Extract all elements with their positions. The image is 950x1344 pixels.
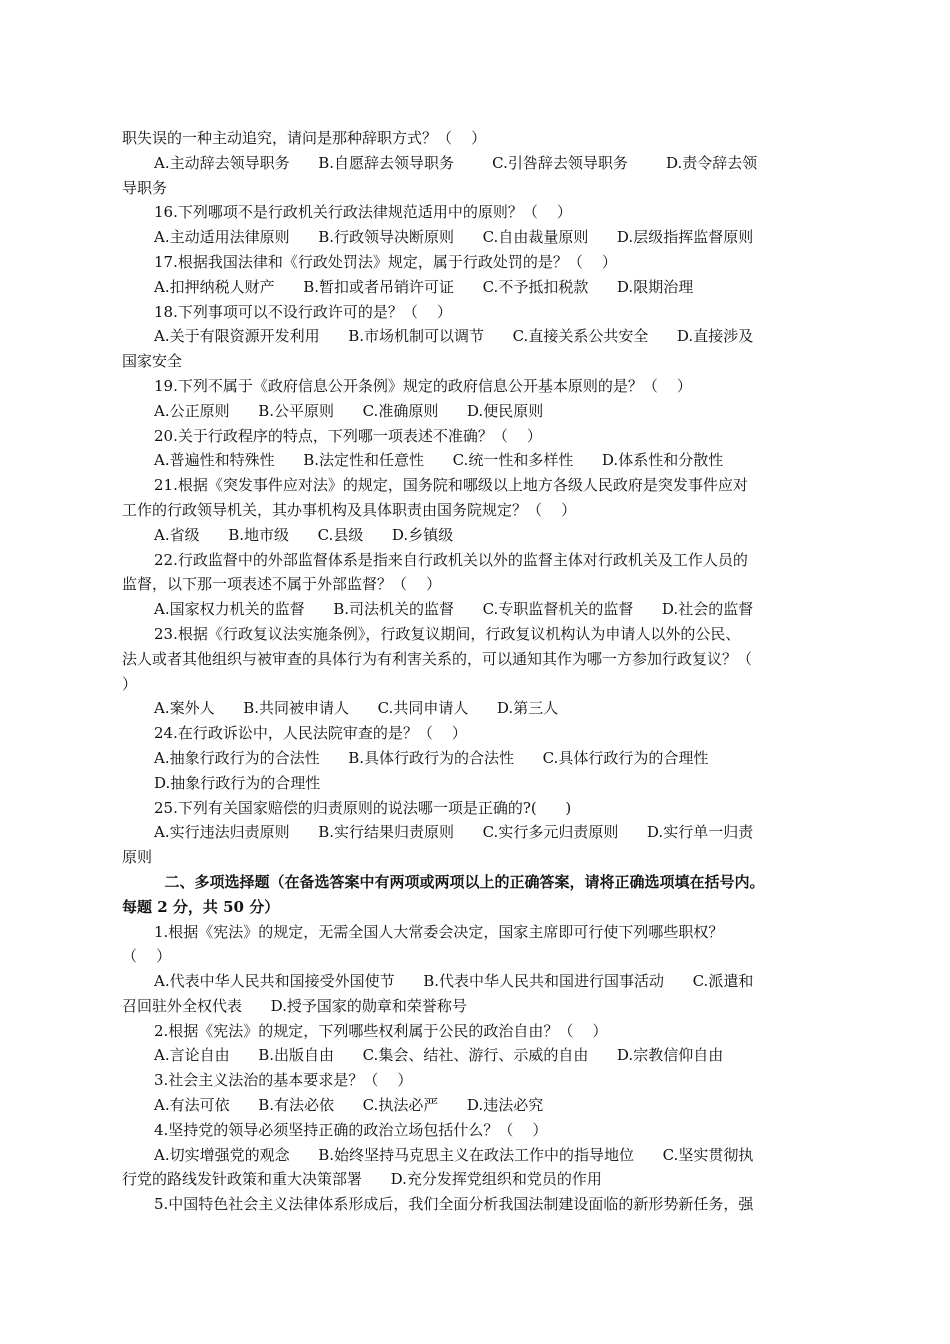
question-16: 16.下列哪项不是行政机关行政法律规范适用中的原则？（ ） (154, 203, 572, 222)
text-line: 导职务 (122, 178, 168, 197)
mc-question-5: 5.中国特色社会主义法律体系形成后，我们全面分析我国法制建设面临的新形势新任务，强 (154, 1195, 754, 1214)
text-line: ） (122, 674, 138, 693)
option-line: A.言论自由 B.出版自由 C.集会、结社、游行、示威的自由 D.宗教信仰自由 (154, 1046, 724, 1065)
text-line: 监督，以下那一项表述不属于外部监督？（ ） (122, 575, 442, 594)
option-line: D.抽象行政行为的合理性 (154, 773, 321, 792)
question-22: 22.行政监督中的外部监督体系是指来自行政机关以外的监督主体对行政机关及工作人员的 (154, 550, 748, 569)
mc-question-2: 2.根据《宪法》的规定，下列哪些权利属于公民的政治自由？（ ） (154, 1021, 608, 1040)
document-page (122, 126, 832, 1217)
option-line: A.关于有限资源开发利用 B.市场机制可以调节 C.直接关系公共安全 D.直接涉及 (154, 327, 754, 346)
text-line: （ ） (122, 947, 172, 966)
text-line: 法人或者其他组织与被审查的具体行为有利害关系的，可以通知其作为哪一方参加行政复议？（ (122, 649, 753, 668)
mc-question-3: 3.社会主义法治的基本要求是？（ ） (154, 1071, 413, 1090)
question-20: 20.关于行政程序的特点，下列哪一项表述不准确？（ ） (154, 426, 542, 445)
question-23: 23.根据《行政复议法实施条例》，行政复议期间，行政复议机构认为申请人以外的公民、 (154, 624, 741, 643)
option-line: A.主动辞去领导职务 B.自愿辞去领导职务 C.引咎辞去领导职务 D.责令辞去领 (154, 153, 758, 172)
option-line: A.国家权力机关的监督 B.司法机关的监督 C.专职监督机关的监督 D.社会的监督 (154, 600, 754, 619)
text-line: 召回驻外全权代表 D.授予国家的勋章和荣誉称号 (122, 996, 467, 1015)
option-line: A.主动适用法律原则 B.行政领导决断原则 C.自由裁量原则 D.层级指挥监督原则 (154, 228, 754, 247)
option-line: A.公正原则 B.公平原则 C.准确原则 D.便民原则 (154, 401, 544, 420)
text-line: 原则 (122, 848, 153, 867)
text-line: 职失误的一种主动追究，请问是那种辞职方式？（ ） (122, 129, 487, 147)
option-line: A.普遍性和特殊性 B.法定性和任意性 C.统一性和多样性 D.体系性和分散性 (154, 451, 724, 470)
option-line: A.扣押纳税人财产 B.暂扣或者吊销许可证 C.不予抵扣税款 D.限期治理 (154, 277, 694, 296)
option-line: A.省级 B.地市级 C.县级 D.乡镇级 (154, 525, 454, 544)
section-heading-cont: 每题 2 分，共 50 分） (122, 897, 280, 916)
question-25: 25.下列有关国家赔偿的归责原则的说法哪一项是正确的?( ) (154, 798, 572, 817)
option-line: A.代表中华人民共和国接受外国使节 B.代表中华人民共和国进行国事活动 C.派遣和 (154, 972, 754, 991)
mc-question-4: 4.坚持党的领导必须坚持正确的政治立场包括什么？（ ） (154, 1120, 548, 1139)
mc-question-1: 1.根据《宪法》的规定，无需全国人大常委会决定，国家主席即可行使下列哪些职权？ (154, 922, 724, 941)
option-line: A.抽象行政行为的合法性 B.具体行政行为的合法性 C.具体行政行为的合理性 (154, 748, 709, 767)
option-line: A.有法可依 B.有法必依 C.执法必严 D.违法必究 (154, 1096, 544, 1115)
question-17: 17.根据我国法律和《行政处罚法》规定，属于行政处罚的是？（ ） (154, 252, 617, 271)
text-line: 国家安全 (122, 352, 183, 371)
text-line: 工作的行政领导机关，其办事机构及具体职责由国务院规定？（ ） (122, 500, 577, 519)
option-line: A.案外人 B.共同被申请人 C.共同申请人 D.第三人 (154, 699, 559, 718)
text-line: 行党的路线发针政策和重大决策部署 D.充分发挥党组织和党员的作用 (122, 1170, 602, 1189)
question-24: 24.在行政诉讼中，人民法院审查的是？（ ） (154, 724, 467, 743)
option-line: A.切实增强党的观念 B.始终坚持马克思主义在政法工作中的指导地位 C.坚实贯彻执 (154, 1145, 754, 1164)
question-18: 18.下列事项可以不设行政许可的是？（ ） (154, 302, 452, 321)
question-19: 19.下列不属于《政府信息公开条例》规定的政府信息公开基本原则的是？（ ） (154, 376, 692, 395)
question-21: 21.根据《突发事件应对法》的规定，国务院和哪级以上地方各级人民政府是突发事件应对 (154, 476, 748, 495)
section-heading: 二、多项选择题（在备选答案中有两项或两项以上的正确答案，请将正确选项填在括号内。 (154, 872, 765, 891)
option-line: A.实行违法归责原则 B.实行结果归责原则 C.实行多元归责原则 D.实行单一归责 (154, 823, 754, 842)
